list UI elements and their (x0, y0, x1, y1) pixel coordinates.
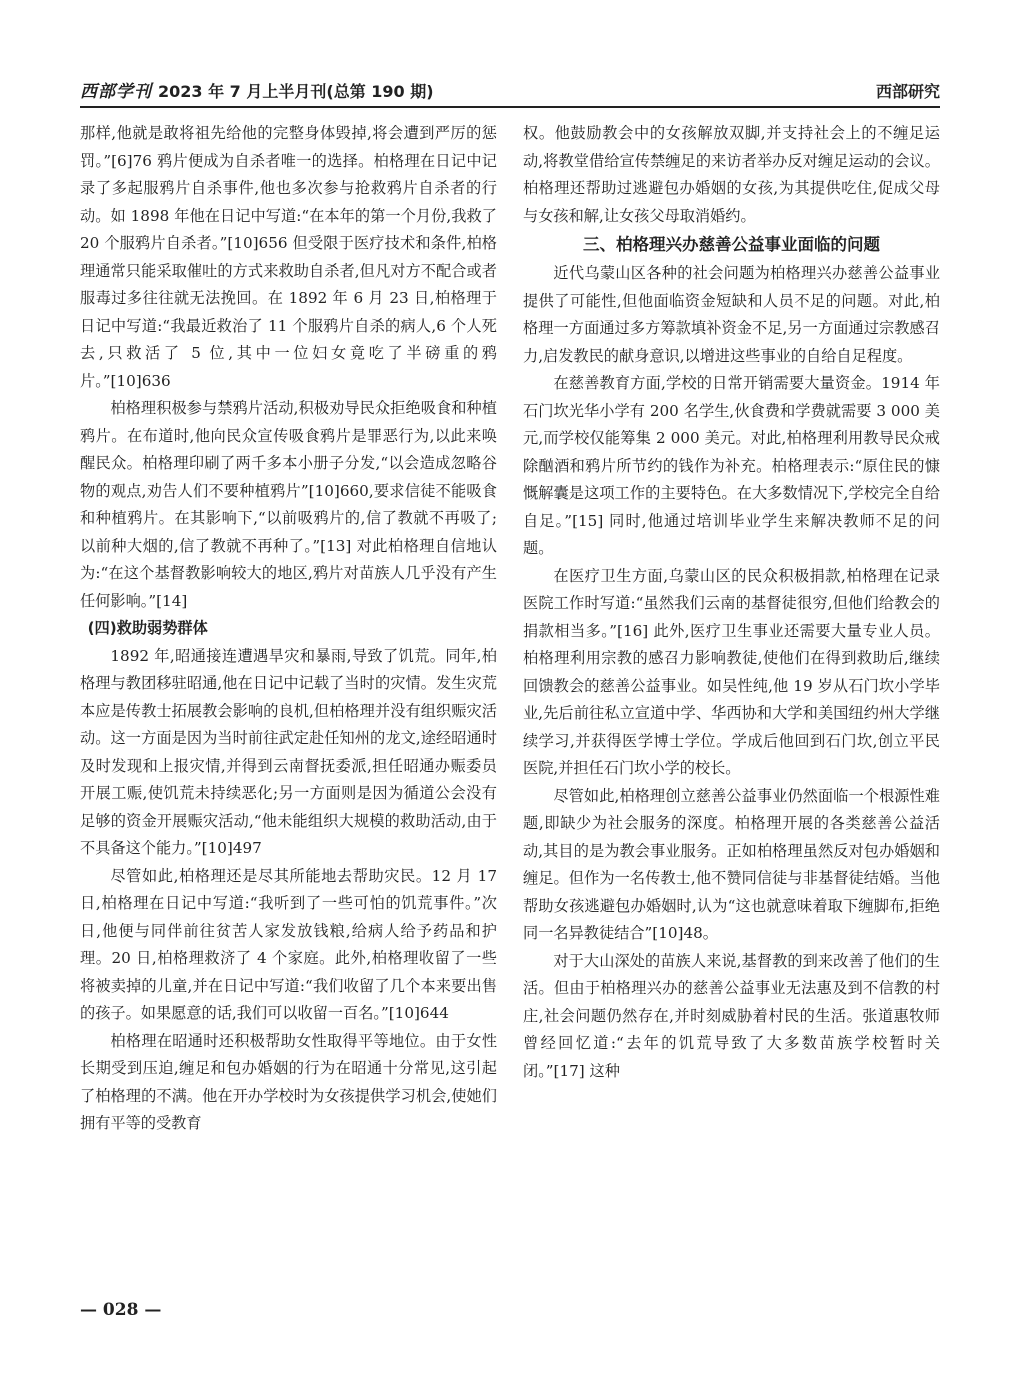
section-heading: 三、柏格理兴办慈善公益事业面临的问题 (583, 235, 880, 254)
paragraph: 尽管如此,柏格理还是尽其所能地去帮助灾民。12 月 17 日,柏格理在日记中写道:“我听到了一些可怕的饥荒事件。”次日,他便与同伴前往贫苦人家发放钱粮,给病人给予药品和护理。20 日,柏格理救济了 4 个家庭。此外,柏格理收留了一些将被卖掉的儿童,并在日记中写道:“我们收留了几个本来要出售的孩子。如果愿意的话,我们可以收留一百名。”[10]644 (80, 866, 497, 1022)
paragraph: 权。他鼓励教会中的女孩解放双脚,并支持社会上的不缠足运动,将教堂借给宣传禁缠足的来访者举办反对缠足运动的会议。柏格理还帮助过逃避包办婚姻的女孩,为其提供吃住,促成父母与女孩和解,让女孩父母取消婚约。 (523, 124, 940, 225)
page-header (80, 72, 940, 108)
paragraph: 在医疗卫生方面,乌蒙山区的民众积极捐款,柏格理在记录医院工作时写道:“虽然我们云南的基督徒很穷,但他们给教会的捐款相当多。”[16] 此外,医疗卫生事业还需要大量专业人员。柏格理利用宗教的感召力影响教徒,使他们在得到救助后,继续回馈教会的慈善公益事业。如吴性纯,他 19 岁从石门坎小学毕业,先后前往私立宣道中学、华西协和大学和美国纽约州大学继续学习,并获得医学博士学位。学成后他回到石门坎,创立平民医院,并担任石门坎小学的校长。 (523, 566, 940, 777)
paragraph: 对于大山深处的苗族人来说,基督教的到来改善了他们的生活。但由于柏格理兴办的慈善公益事业无法惠及到不信教的村庄,社会问题仍然存在,并时刻威胁着村民的生活。张道惠牧师曾经回忆道:“去年的饥荒导致了大多数苗族学校暂时关闭。”[17] 这种 (523, 951, 940, 1080)
right-column (523, 120, 940, 1290)
paragraph: 那样,他就是敢将祖先给他的完整身体毁掉,将会遭到严厉的惩罚。”[6]76 鸦片便成为自杀者唯一的选择。柏格理在日记中记录了多起服鸦片自杀事件,他也多次参与抢救鸦片自杀者的行动。如 1898 年他在日记中写道:“在本年的第一个月份,我救了 20 个服鸦片自杀者。”[10]656 但受限于医疗技术和条件,柏格理通常只能采取催吐的方式来救助自杀者,但凡对方不配合或者服毒过多往往就无法挽回。在 1892 年 6 月 23 日,柏格理于日记中写道:“我最近救治了 11 个服鸦片自杀的病人,6 个人死去,只救活了 5 位,其中一位妇女竟吃了半磅重的鸦片。”[10]636 (80, 124, 497, 390)
paragraph: 柏格理积极参与禁鸦片活动,积极劝导民众拒绝吸食和种植鸦片。在布道时,他向民众宣传吸食鸦片是罪恶行为,以此来唤醒民众。柏格理印刷了两千多本小册子分发,“以会造成忽略谷物的观点,劝告人们不要种植鸦片”[10]660,要求信徒不能吸食和种植鸦片。在其影响下,“以前吸鸦片的,信了教就不再吸了;以前种大烟的,信了教就不再种了。”[13] 对此柏格理自信地认为:“在这个基督教影响较大的地区,鸦片对苗族人几乎没有产生任何影响。”[14] (80, 399, 497, 610)
journal-logo: 西部学刊 (80, 82, 152, 102)
issue-info: 2023 年 7 月上半月刊(总第 190 期) (158, 82, 434, 101)
paragraph: 柏格理在昭通时还积极帮助女性取得平等地位。由于女性长期受到压迫,缠足和包办婚姻的行为在昭通十分常见,这引起了柏格理的不满。他在开办学校时为女孩提供学习机会,使她们拥有平等的受教育 (80, 1031, 497, 1132)
page-number: — 028 — (80, 1300, 162, 1320)
section-heading: (四)救助弱势群体 (87, 619, 208, 637)
paragraph: 1892 年,昭通接连遭遇旱灾和暴雨,导致了饥荒。同年,柏格理与教团移驻昭通,他在日记中记载了当时的灾情。发生灾荒本应是传教士拓展教会影响的良机,但柏格理并没有组织赈灾活动。这一方面是因为当时前往武定赴任知州的龙文,途经昭通时及时发现和上报灾情,并得到云南督抚委派,担任昭通办赈委员开展工赈,使饥荒未持续恶化;另一方面则是因为循道公会没有足够的资金开展赈灾活动,“他未能组织大规模的救助活动,由于不具备这个能力。”[10]497 (80, 646, 497, 857)
paragraph: 近代乌蒙山区各种的社会问题为柏格理兴办慈善公益事业提供了可能性,但他面临资金短缺和人员不足的问题。对此,柏格理一方面通过多方筹款填补资金不足,另一方面通过宗教感召力,启发教民的献身意识,以增进这些事业的自给自足程度。 (523, 264, 940, 365)
paragraph: 尽管如此,柏格理创立慈善公益事业仍然面临一个根源性难题,即缺少为社会服务的深度。柏格理开展的各类慈善公益活动,其目的是为教会事业服务。正如柏格理虽然反对包办婚姻和缠足。但作为一名传教士,他不赞同信徒与非基督徒结婚。当他帮助女孩逃避包办婚姻时,认为“这也就意味着取下缠脚布,拒绝同一名异教徒结合”[10]48。 (523, 786, 940, 942)
section-name: 西部研究 (875, 82, 940, 101)
header-left (80, 77, 434, 102)
body-columns (80, 120, 940, 1290)
left-column (80, 120, 497, 1290)
paragraph: 在慈善教育方面,学校的日常开销需要大量资金。1914 年石门坎光华小学有 200 名学生,伙食费和学费就需要 3 000 美元,而学校仅能筹集 2 000 美元。对此,柏格理利用教导民众戒除酗酒和鸦片所节约的钱作为补充。柏格理表示:“原住民的慷慨解囊是这项工作的主要特色。在大多数情况下,学校完全自给自足。”[15] 同时,他通过培训毕业学生来解决教师不足的问题。 (523, 374, 940, 557)
